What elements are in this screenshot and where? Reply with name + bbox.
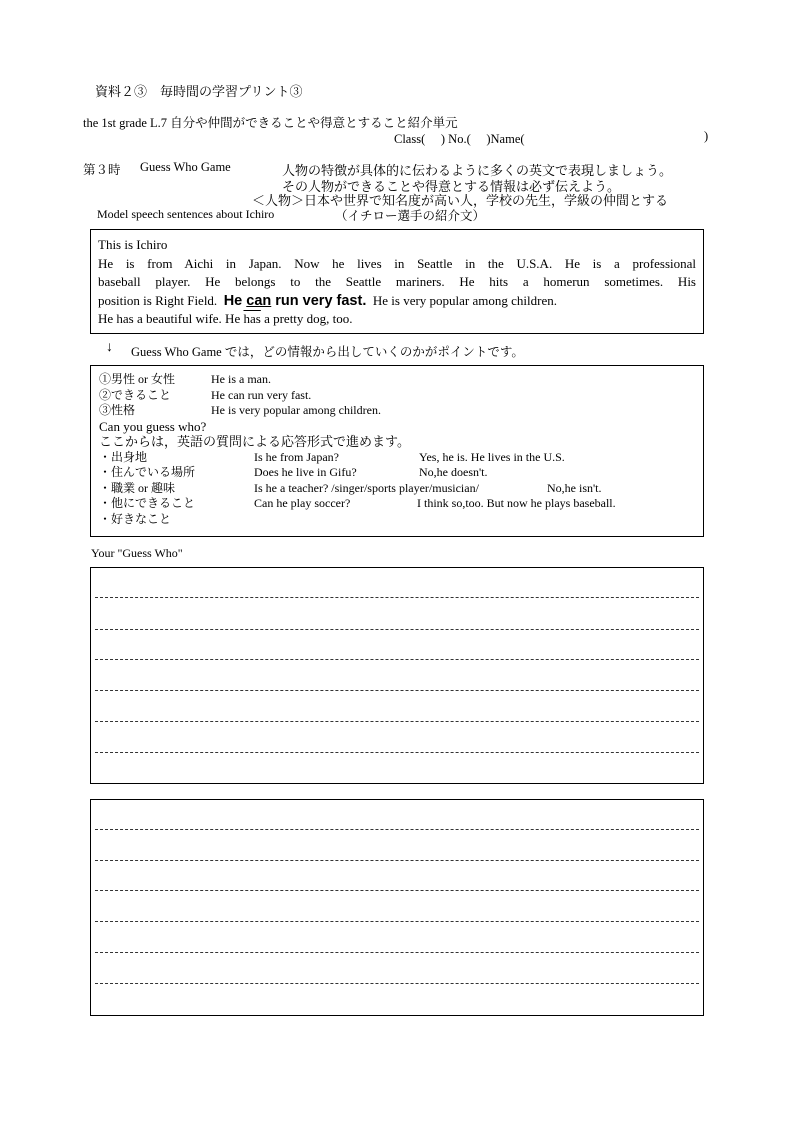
qa-question: Does he live in Gifu?: [254, 465, 357, 479]
instruction-line-3: ＜人物＞日本や世界で知名度が高い人，学校の先生，学級の仲間とする: [252, 193, 669, 208]
your-guess-who-label: Your "Guess Who": [91, 546, 183, 560]
model-speech-line-3: baseball player. He belongs to the Seattle mariners. He hits a homerun sometimes. His: [98, 274, 696, 289]
qa-topic: ・職業 or 趣味: [99, 480, 175, 495]
qa-answer: Yes, he is. He lives in the U.S.: [419, 449, 565, 464]
model-speech-line-4: [98, 292, 696, 311]
hint-example: He is a man.: [211, 372, 271, 386]
guess-prompt: Can you guess who?: [99, 418, 207, 434]
qa-row: [99, 465, 695, 481]
transition-text: ここからは，英語の質問による応答形式で進めます。: [99, 434, 410, 449]
qa-row: [99, 512, 695, 528]
qa-answer: I think so,too. But now he plays baseball.: [417, 496, 616, 510]
writing-line: [95, 829, 699, 830]
qa-question: Is he a teacher? /singer/sports player/musician/: [254, 480, 479, 495]
lesson-period: 第３時: [83, 163, 121, 177]
instruction-line-2: その人物ができることや得意とする情報は必ず伝えよう。: [282, 179, 621, 194]
writing-line: [95, 921, 699, 922]
model-speech-line-1: This is Ichiro: [98, 237, 168, 252]
writing-line: [95, 597, 699, 598]
qa-topic: ・出身地: [99, 449, 148, 464]
writing-box-2[interactable]: [90, 799, 704, 1016]
hint-row: [99, 372, 695, 388]
qa-answer: No,he isn't.: [547, 480, 602, 495]
writing-line: [95, 659, 699, 660]
hint-label: ②できること: [99, 387, 172, 402]
document-label: 資料２③ 毎時間の学習プリント③: [95, 84, 303, 99]
activity-name: Guess Who Game: [140, 160, 231, 174]
qa-topic: ・住んでいる場所: [99, 465, 196, 479]
model-speech-box: [90, 229, 704, 334]
writing-line: [95, 983, 699, 984]
qa-row: [99, 496, 695, 512]
model-speech-line-4-start: position is Right Field.: [98, 292, 218, 308]
unit-title: the 1st grade L.7 自分や仲間ができることや得意とすること紹介単元: [83, 116, 458, 130]
qa-topic: ・他にできること: [99, 496, 196, 510]
qa-question: Can he play soccer?: [254, 496, 351, 510]
model-speech-line-5: He has a beautiful wife. He $\overline{has}$ a pretty dog, too.: [98, 311, 353, 326]
qa-answer: No,he doesn't.: [419, 465, 488, 479]
instruction-line-1: 人物の特徴が具体的に伝わるように多くの英文で表現しましょう。: [282, 163, 673, 178]
model-speech-line-2: He is from Aichi in Japan. Now he lives in Seattle in the U.S.A. He is a professional: [98, 255, 696, 271]
hint-label: ③性格: [99, 403, 136, 417]
hint-label: ①男性 or 女性: [99, 372, 175, 386]
model-speech-emphasis: He can run very fast.: [223, 292, 367, 309]
name-field-close: ): [704, 129, 709, 143]
writing-line: [95, 890, 699, 891]
hint-row: [99, 403, 695, 419]
writing-line: [95, 721, 699, 722]
down-arrow-icon: ↓: [106, 340, 113, 355]
writing-box-1[interactable]: [90, 567, 704, 784]
hint-example: He is very popular among children.: [211, 403, 381, 417]
hint-row: [99, 388, 695, 404]
writing-line: [95, 629, 699, 630]
writing-line: [95, 690, 699, 691]
qa-question: Is he from Japan?: [254, 449, 339, 464]
model-speech-heading: Model speech sentences about Ichiro: [97, 207, 275, 221]
writing-line: [95, 860, 699, 861]
writing-line: [95, 952, 699, 953]
qa-topic: ・好きなこと: [99, 511, 172, 526]
qa-row: [99, 481, 695, 497]
model-speech-line-4-end: He is very popular among children.: [372, 292, 557, 308]
model-speech-heading-jp: （イチロー選手の紹介文）: [335, 209, 486, 223]
writing-line: [95, 752, 699, 753]
qa-row: [99, 450, 695, 466]
hint-example: He can run very fast.: [211, 387, 312, 402]
guess-who-info-box: [90, 365, 704, 537]
arrow-note-text: Guess Who Game では，どの情報から出していくのかがポイントです。: [131, 345, 524, 359]
class-number-name-line: Class( ) No.( )Name(: [394, 132, 525, 146]
